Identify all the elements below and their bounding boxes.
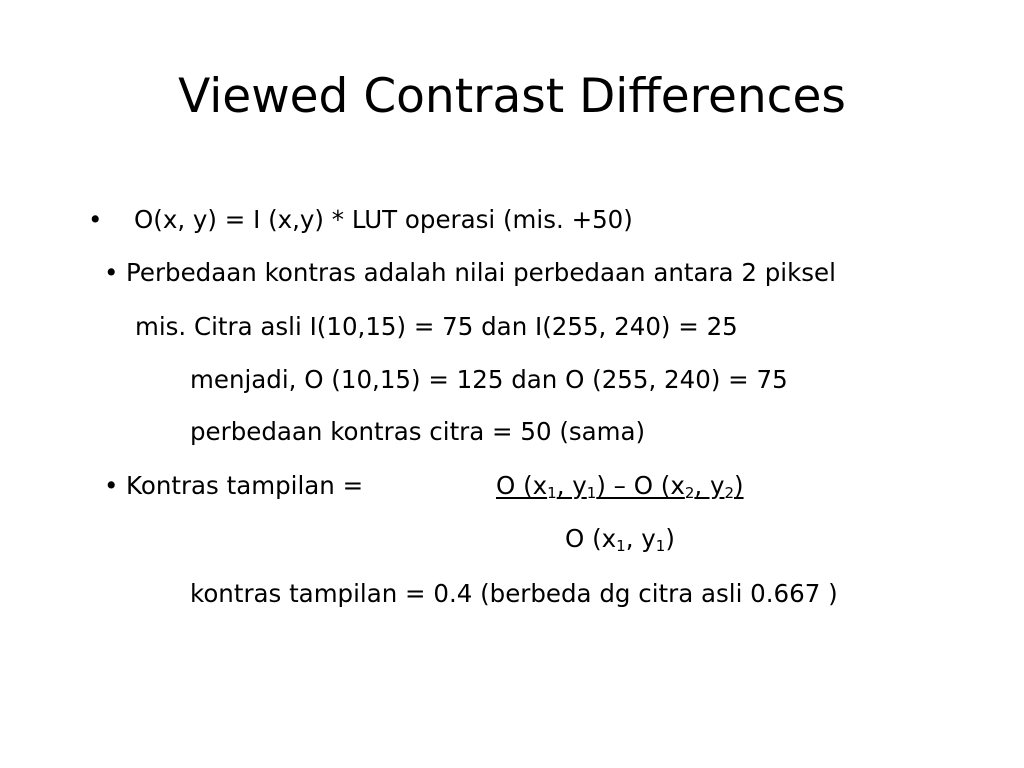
slide-title: Viewed Contrast Differences: [178, 69, 846, 124]
formula-num-part-4: , y: [694, 471, 725, 500]
example-line-result: menjadi, O (10,15) = 125 dan O (255, 240) = 75: [190, 365, 788, 394]
result-line-display-contrast: kontras tampilan = 0.4 (berbeda dg citra asli 0.667 ): [190, 579, 838, 608]
bullet-line-contrast-definition: Perbedaan kontras adalah nilai perbedaan antara 2 piksel: [126, 258, 836, 287]
formula-num-part-5: ): [734, 471, 744, 500]
formula-num-part-1: O (x: [496, 471, 548, 500]
formula-numerator: [496, 469, 744, 503]
example-line-original: mis. Citra asli I(10,15) = 75 dan I(255, 240) = 25: [135, 312, 738, 341]
formula-den-part-3: ): [665, 524, 675, 553]
formula-num-sub-4: 2: [724, 484, 734, 502]
example-line-difference: perbedaan kontras citra = 50 (sama): [190, 417, 646, 446]
formula-denominator: [565, 522, 675, 556]
formula-den-part-2: , y: [625, 524, 656, 553]
bullet-marker-3: •: [104, 471, 119, 500]
formula-num-part-3: ) – O (x: [596, 471, 685, 500]
bullet-line-display-contrast: Kontras tampilan =: [126, 471, 364, 500]
formula-num-part-2: , y: [556, 471, 587, 500]
bullet-line-lut-operation: O(x, y) = I (x,y) * LUT operasi (mis. +50): [134, 205, 633, 234]
bullet-marker-1: •: [88, 205, 103, 234]
formula-num-sub-3: 2: [684, 484, 695, 502]
formula-num-sub-1: 1: [547, 484, 557, 502]
formula-den-sub-1: 1: [616, 537, 626, 555]
formula-den-sub-2: 1: [655, 537, 666, 555]
formula-den-part-1: O (x: [565, 524, 617, 553]
formula-num-sub-2: 1: [586, 484, 597, 502]
bullet-marker-2: •: [104, 258, 119, 287]
